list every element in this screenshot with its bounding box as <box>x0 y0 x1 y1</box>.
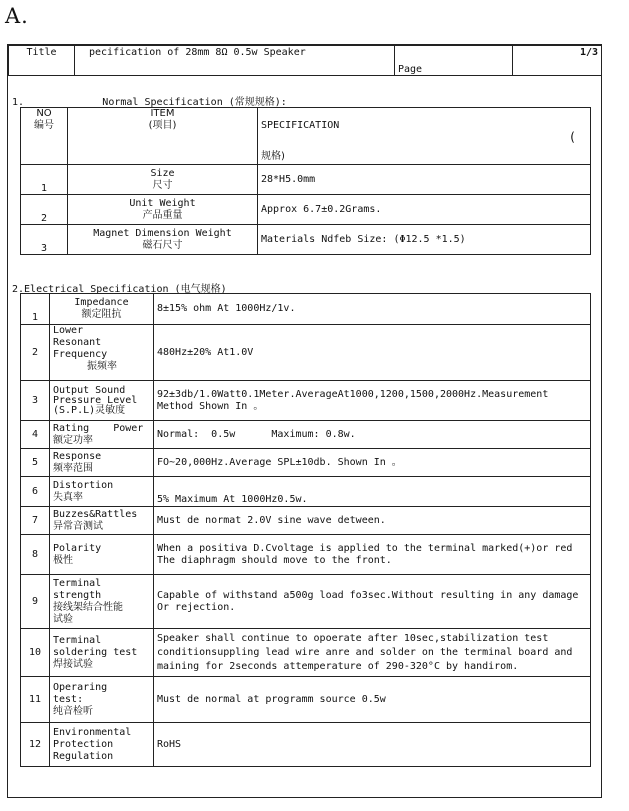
row-spec: FO~20,000Hz.Average SPL±10db. Shown In 。 <box>154 449 591 477</box>
row-item <box>50 421 154 449</box>
row-no: 10 <box>21 629 50 677</box>
item-en: Operaring test: <box>53 681 108 705</box>
row-spec: Normal: 0.5w Maximum: 0.8w. <box>154 421 591 449</box>
item-cn: 磁石尺寸 <box>142 239 183 251</box>
item-en: Output Sound Pressure Level (S.P.L) <box>53 384 138 416</box>
item-cn: 尺寸 <box>152 179 173 191</box>
row-spec: Approx 6.7±0.2Grams. <box>258 195 591 225</box>
row-item <box>50 677 154 723</box>
table-row <box>21 421 591 449</box>
row-no: 9 <box>21 575 50 629</box>
header-item: ITEM (项目) <box>68 108 258 165</box>
table-row <box>21 165 591 195</box>
row-no: 1 <box>21 294 50 325</box>
item-cn: 极性 <box>53 554 73 566</box>
table-row <box>21 225 591 255</box>
table-row <box>21 195 591 225</box>
section-heading: A. <box>5 4 29 28</box>
row-item <box>50 507 154 535</box>
header-spec <box>258 108 591 165</box>
item-cn: 频率范围 <box>53 462 93 474</box>
table-row <box>21 535 591 575</box>
header-spec-bottom: 规格) <box>261 151 285 162</box>
row-spec: 480Hz±20% At1.0V <box>154 325 591 381</box>
row-item <box>50 477 154 507</box>
table-row <box>21 294 591 325</box>
item-en: Terminal soldering test <box>53 634 138 658</box>
item-en: Environmental Protection Regulation <box>53 726 132 762</box>
row-spec: When a positiva D.Cvoltage is applied to the terminal marked(+)or red The diaphragm should move to the front. <box>154 535 591 575</box>
row-item <box>50 575 154 629</box>
item-cn: 异常音测试 <box>53 520 103 532</box>
section2-label: 2.Electrical Specification (电气规格) <box>12 284 227 295</box>
row-no: 7 <box>21 507 50 535</box>
item-cn: 振频率 <box>87 361 117 372</box>
item-cn: 额定阻抗 <box>81 309 122 320</box>
row-item <box>50 723 154 767</box>
row-spec: Speaker shall continue to opoerate after 10sec,stabilization test conditionsuppling lead wire anre and solder on the terminal board and maining for 2seconds attemperature of 290-320°C by handirom. <box>154 629 591 677</box>
table-row <box>21 325 591 381</box>
item-cn: 接线架结合性能 试验 <box>53 601 123 625</box>
row-item <box>50 449 154 477</box>
item-cn: 失真率 <box>53 491 83 503</box>
row-no: 3 <box>21 381 50 421</box>
item-cn: 灵敏度 <box>95 404 126 416</box>
row-item <box>68 165 258 195</box>
row-spec: Must de normat 2.0V sine wave detween. <box>154 507 591 535</box>
item-en: Unit Weight <box>129 197 196 209</box>
row-spec: RoHS <box>154 723 591 767</box>
section1-label: 1. Normal Specification (常规规格): <box>12 97 287 108</box>
row-spec: 92±3db/1.0Watt0.1Meter.AverageAt1000,1200,1500,2000Hz.Measurement Method Shown In 。 <box>154 381 591 421</box>
header-spec-paren: ( <box>568 130 576 144</box>
row-spec: Materials Ndfeb Size: (Φ12.5 *1.5) <box>258 225 591 255</box>
row-no: 12 <box>21 723 50 767</box>
item-en: Terminal strength <box>53 577 102 601</box>
table-row <box>21 677 591 723</box>
item-en: Distortion <box>53 479 114 491</box>
item-cn: 产品重量 <box>142 209 183 221</box>
item-en: Impedance <box>74 297 129 308</box>
table-row <box>21 477 591 507</box>
item-cn: 焊接试验 <box>53 658 93 670</box>
item-en: Lower Resonant Frequency <box>53 325 108 360</box>
row-spec: Must de normal at programm source 0.5w <box>154 677 591 723</box>
row-item <box>50 294 154 325</box>
table-row <box>21 449 591 477</box>
table-row <box>21 575 591 629</box>
item-cn: 纯音检听 <box>53 705 93 717</box>
row-spec: 5% Maximum At 1000Hz0.5w. <box>154 477 591 507</box>
item-en: Buzzes&Rattles <box>53 508 138 520</box>
row-spec: 8±15% ohm At 1000Hz/1v. <box>154 294 591 325</box>
header-no: NO 编号 <box>21 108 68 165</box>
row-no: 8 <box>21 535 50 575</box>
row-no: 4 <box>21 421 50 449</box>
item-en: Response <box>53 450 102 462</box>
row-item <box>50 325 154 381</box>
item-en: Magnet Dimension Weight <box>93 227 232 239</box>
item-en: Polarity <box>53 542 102 554</box>
row-spec: Capable of withstand a500g load fo3sec.Without resulting in any damage Or rejection. <box>154 575 591 629</box>
row-no: 6 <box>21 477 50 507</box>
row-spec: 28*H5.0mm <box>258 165 591 195</box>
item-en: Rating Power <box>53 422 144 434</box>
row-no: 11 <box>21 677 50 723</box>
row-no: 2 <box>21 325 50 381</box>
spec-document <box>7 44 602 798</box>
row-no: 2 <box>21 195 68 225</box>
page-label: Page <box>395 46 513 76</box>
table-row <box>21 629 591 677</box>
page-value: 1/3 <box>513 46 602 76</box>
normal-spec-table <box>20 107 591 255</box>
title-block <box>8 45 602 76</box>
row-item <box>50 381 154 421</box>
row-item <box>68 195 258 225</box>
header-spec-top: SPECIFICATION <box>261 120 340 131</box>
title-value: pecification of 28mm 8Ω 0.5w Speaker <box>75 46 395 76</box>
table-row <box>21 381 591 421</box>
electrical-spec-table <box>20 293 591 767</box>
table-row <box>21 723 591 767</box>
row-no: 1 <box>21 165 68 195</box>
row-item <box>50 629 154 677</box>
row-no: 5 <box>21 449 50 477</box>
item-cn: 额定功率 <box>53 434 93 446</box>
row-item <box>68 225 258 255</box>
title-label: Title <box>9 46 75 76</box>
row-no: 3 <box>21 225 68 255</box>
item-en: Size <box>150 167 175 179</box>
row-item <box>50 535 154 575</box>
table-row <box>21 507 591 535</box>
